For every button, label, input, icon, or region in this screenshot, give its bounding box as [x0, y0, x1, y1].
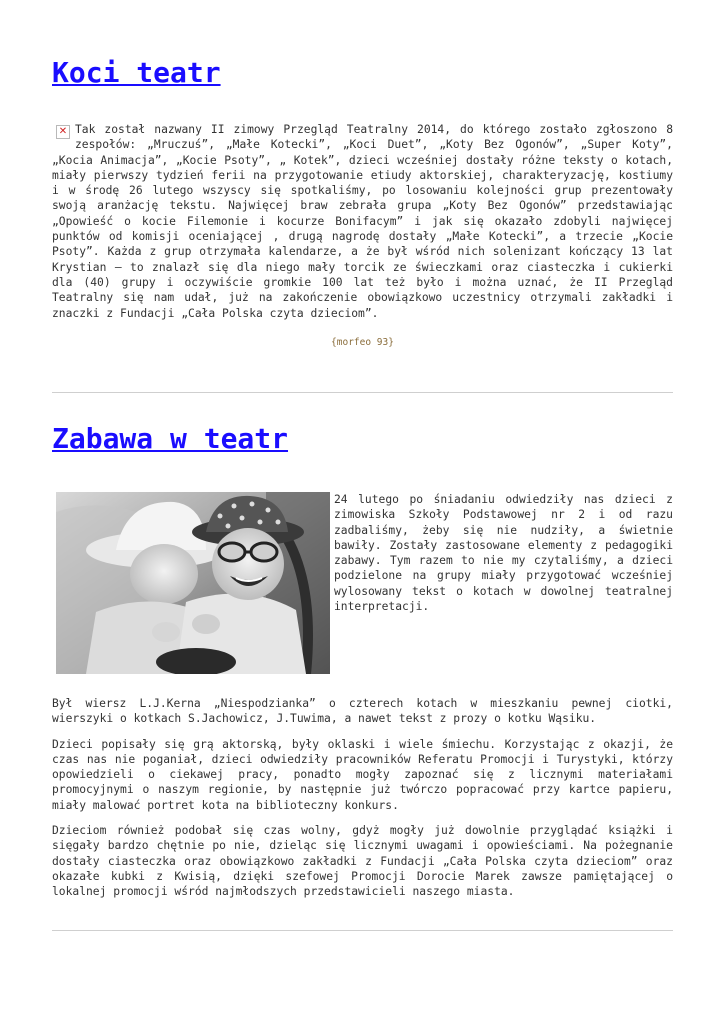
article-title: [52, 56, 673, 90]
broken-image-icon: ✕: [56, 125, 70, 139]
article-title-link[interactable]: Koci teatr: [52, 56, 221, 89]
children-photo: [56, 492, 330, 674]
photo-credit: {morfeo 93}: [331, 336, 394, 348]
article-body: [52, 122, 673, 321]
article-paragraph: Dzieci popisały się grą aktorską, były oklaski i wiele śmiechu. Korzystając z okazji, że czas nas nie poganiał, dzieci odwiedziły pracowników Referatu Promocji i Turystyki, którzy opowiedzieli o ciekawej pracy, ponadto mogły zapoznać się z licznymi materiałami promocyjnymi o naszym regionie, by następnie już twórczo popracować przy kartce papieru, miały malować portret kota na biblioteczny konkurs.: [52, 737, 673, 812]
article-koci-teatr: [52, 56, 673, 348]
article-paragraph: Dzieciom również podobał się czas wolny, gdyż mogły już dowolnie przyglądać książki i sięgały bardzo chętnie po nie, dzieląc się licznymi uwagami i opowieściami. Na pożegnanie dostały ciasteczka oraz obowiązkowo zakładki z Fundacji „Cała Polska czyta dzieciom” oraz okazałe kubki z Kwisią, dzięki szefowej Promocji Dorocie Marek zawsze pamiętającej o lokalnej promocji wśród najmłodszych przedstawicieli naszego miasta.: [52, 824, 673, 899]
article-divider: [52, 392, 673, 393]
article-divider: [52, 930, 673, 931]
article-intro: [52, 492, 673, 678]
article-zabawa-w-teatr: [52, 422, 673, 910]
article-paragraph: Był wiersz L.J.Kerna „Niespodzianka” o czterech kotach w mieszkaniu pewnej ciotki, wierszyki o kotkach S.Jachowicz, J.Tuwima, a nawet tekst z prozy o kotku Wąsiku.: [52, 697, 673, 726]
intro-paragraph: 24 lutego po śniadaniu odwiedziły nas dzieci z zimowiska Szkoły Podstawowej nr 2 i od razu zadbaliśmy, żeby się nie nudziły, a świetnie bawiły. Zostały zastosowane elementy z pedagogiki zabawy. Tym razem to nie my czytaliśmy, a dzieci podzielone na grupy miały przygotować wcześniej wylosowany tekst o kotach w dowolnej teatralnej interpretacji.: [334, 493, 673, 614]
article-title: [52, 422, 673, 456]
article-body: [52, 696, 673, 900]
article-title-link[interactable]: Zabawa w teatr: [52, 422, 289, 455]
article-paragraph: Tak został nazwany II zimowy Przegląd Teatralny 2014, do którego zostało zgłoszono 8 zespołów: „Mruczuś”, „Małe Kotecki”, „Koci Duet”, „Koty Bez Ogonów”, „Super Koty”, „Kocia Animacja”, „Kocie Psoty”, „ Kotek”, dzieci wcześniej dostały różne teksty o kotach, miały pierwszy tydzień ferii na przygotowanie etiudy aktorskiej, charakteryzację, kostiumy i w środę 26 lutego wszyscy się spotkaliśmy, po losowaniu kolejności grup prezentowały swoją aranżację tekstu. Najwięcej braw zebrała grupa „Koty Bez Ogonów” przedstawiając „Opowieść o kocie Filemonie i kocurze Bonifacym” i jak się okazało zdobyli najwięcej punktów od komisji oceniającej , drugą nagrodę dostały „Małe Kotecki”, a trzecie „Kocie Psoty”. Każda z grup otrzymała kalendarze, a że był wśród nich solenizant kończący 13 lat Krystian – to znalazł się dla niego mały torcik ze świeczkami oraz ciasteczka i cukierki dla (40) grupy i oczywiście gromkie 100 lat też było i można uznać, że II Przegląd Teatralny się nam udał, już na zakończenie obowiązkowo uczestnicy otrzymali zakładki i znaczki z Fundacji „Cała Polska czyta dzieciom”.: [52, 123, 673, 320]
